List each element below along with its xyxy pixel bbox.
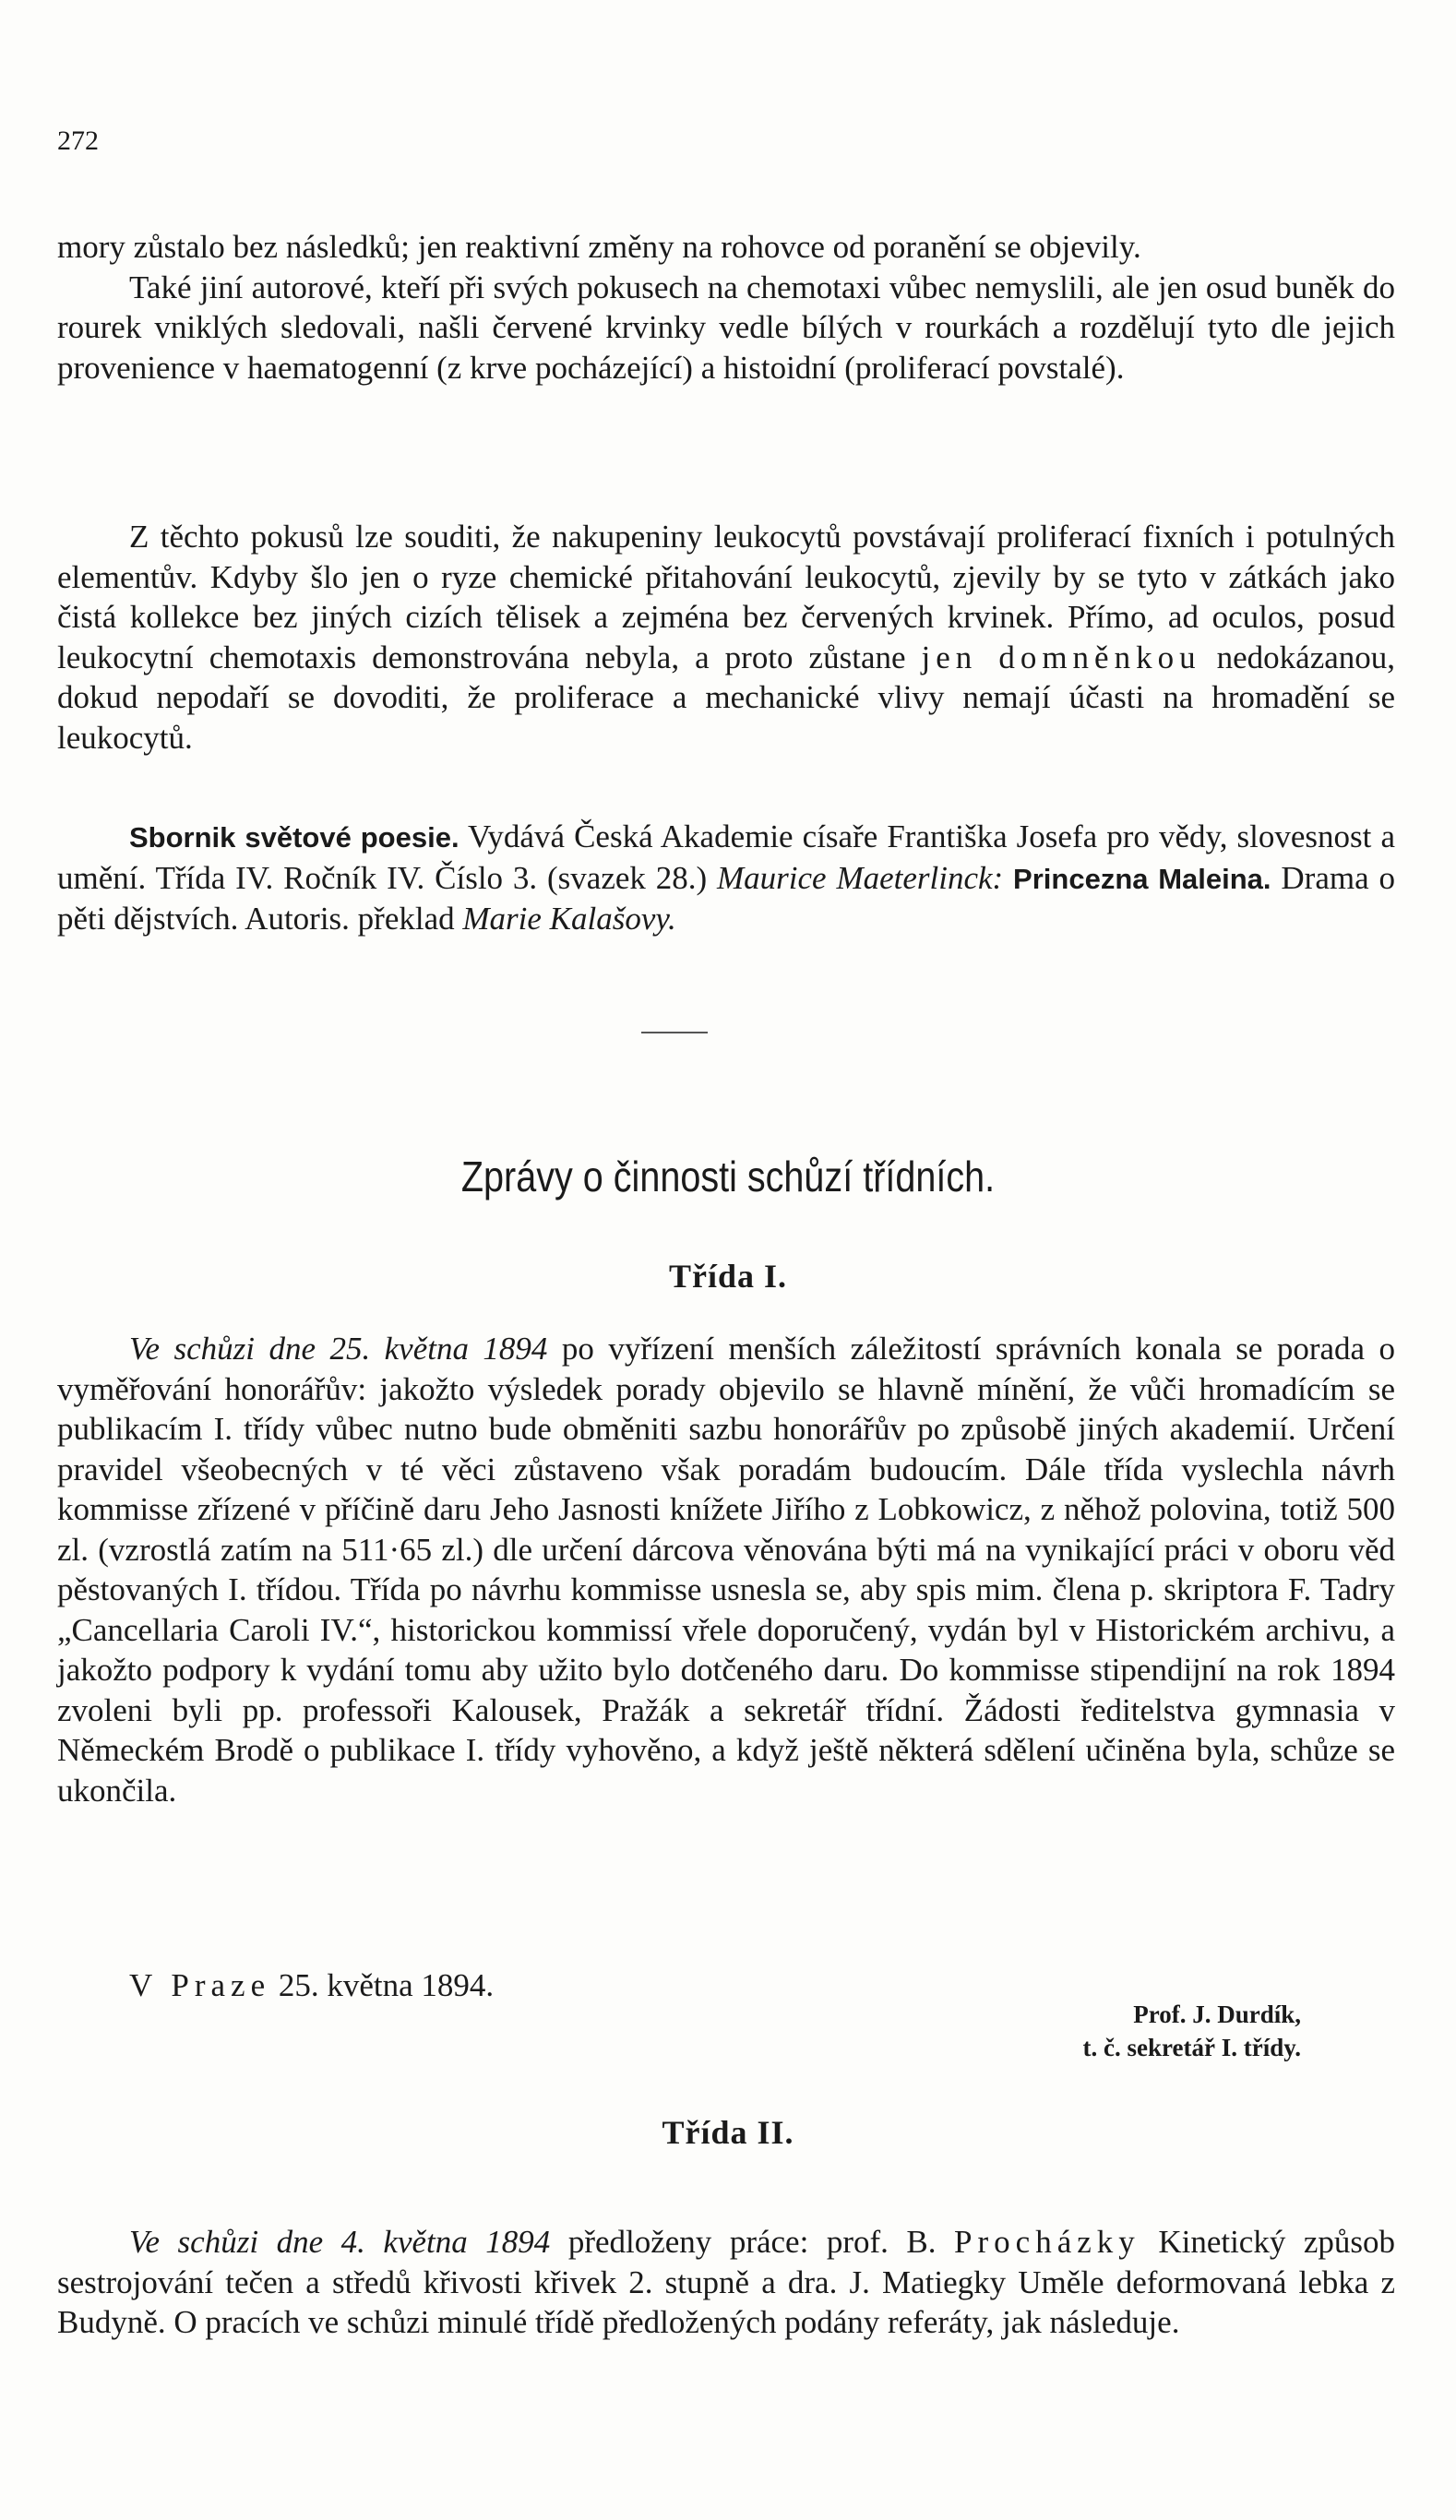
- class-2-body-a: předloženy práce: prof. B.: [567, 2224, 937, 2260]
- place-date-date: 25. května 1894.: [278, 1967, 495, 2003]
- review-text-2: Drama o pěti dějstvích. Autoris. překlad: [57, 859, 1395, 937]
- paragraph-3-text-b: nedokázanou, dokud nepodaří se dovoditi, že proliferace a mechanické vlivy nemají účasti na hromadění se leukocytů.: [57, 639, 1396, 756]
- class-2-heading: Třída II.: [662, 2114, 794, 2151]
- class-1-date: Ve schůzi dne 25. května 1894: [129, 1331, 548, 1367]
- place-date-city: V Praze: [129, 1967, 271, 2003]
- signature-title: t. č. sekretář I. třídy.: [1082, 2034, 1301, 2061]
- class-1-heading: Třída I.: [668, 1258, 788, 1295]
- book-review: [57, 817, 1395, 939]
- class-1-report: [57, 1329, 1395, 1810]
- paragraph-2: Také jiní autorové, kteří při svých pokusech na chemotaxi vůbec nemyslili, ale jen osud buněk do rourek vniklých sledovali, našli červené krvinky vedle bílých v rourkách a rozdělují tyto dle jejich provenience v haematogenní (z krve pocházející) a histoidní (proliferací povstalé).: [57, 269, 1395, 386]
- review-work: Princezna Maleina.: [1013, 862, 1271, 895]
- paragraph-3-emphasis: jen domněnkou: [921, 639, 1201, 675]
- paragraph-3-text-a: Z těchto pokusů lze souditi, že nakupeniny leukocytů povstávají proliferací fixních i potulných elementův. Kdyby šlo jen o ryze chemické přitahování leukocytů, zjevily by se tyto v zátkách jako čistá kollekce bez jiných cizích tělisek a zejména bez červených krvinek. Přímo, ad oculos, posud leukocytní chemotaxis demonstrována nebyla, a proto zůstane: [57, 519, 1395, 675]
- separator-rule: [641, 1032, 708, 1033]
- class-1-body: po vyřízení menších záležitostí správních konala se porada o vyměřování honorářův: jakožto výsledek porady objevilo se hlavně mínění, že vůči hromadícím se publikacím I. třídy vůbec nutno bude obměniti sazbu honorářův po způsobě jiných akademií. Určení pravidel všeobecných v té věci zůstaveno však poradám budoucím. Dále třída vyslechla návrh kommisse zřízené v příčině daru Jeho Jasnosti knížete Jiřího z Lobkowicz, z něhož polovina, totiž 500 zl. (vzrostlá zatím na 511·65 zl.) dle určení dárcova věnována býti má na vynikající práci v oboru věd pěstovaných I. třídou. Třída po návrhu kommisse usnesla se, aby spis mim. člena p. skriptora F. Tadry „Cancellaria Caroli IV.“, historickou kommissí vřele doporučený, vydán byl v Historickém archivu, a jakožto podpory k vydání tomu aby užito bylo dotčeného daru. Do kommisse stipendijní na rok 1894 zvoleni byli pp. professoři Kalousek, Pražák a sekretář třídní. Žádosti ředitelstva gymnasia v Německém Brodě o publikace I. třídy vyhověno, a když ještě některá sdělení učiněna byla, schůze se ukončila.: [57, 1331, 1396, 1809]
- article-continuation: [57, 227, 1395, 388]
- review-translator: Marie Kalašovy.: [462, 901, 676, 937]
- signature-block: [941, 1998, 1301, 2064]
- signature-name: Prof. J. Durdík,: [1133, 2000, 1301, 2028]
- class-1-paragraph: [57, 1329, 1395, 1810]
- review-author: Maurice Maeterlinck:: [717, 859, 1004, 896]
- review-title: Sbornik světové poesie.: [129, 821, 459, 854]
- conclusion-block: [57, 517, 1395, 758]
- class-2-report: [57, 2222, 1395, 2343]
- review-paragraph: [57, 817, 1395, 939]
- class-2-name: Procházky: [954, 2224, 1140, 2260]
- review-text-1: Vydává Česká Akademie císaře Františka Josefa pro vědy, slovesnost a umění. Třída IV. Ročník IV. Číslo 3. (svazek 28.): [57, 818, 1395, 896]
- paragraph-1: mory zůstalo bez následků; jen reaktivní změny na rohovce od poranění se objevily.: [57, 229, 1141, 265]
- page-number: 272: [57, 125, 99, 156]
- section-heading: Zprávy o činnosti schůzí třídních.: [460, 1153, 996, 1200]
- class-2-date: Ve schůzi dne 4. května 1894: [129, 2224, 551, 2260]
- class-2-body-b: Kinetický způsob sestrojování tečen a středů křivosti křivek 2. stupně a dra. J. Matiegky Uměle deformovaná lebka z Budyně. O pracích ve schůzi minulé třídě předložených podány referáty, jak následuje.: [57, 2224, 1396, 2340]
- class-2-paragraph: [57, 2222, 1395, 2343]
- paragraph-3: [57, 517, 1395, 758]
